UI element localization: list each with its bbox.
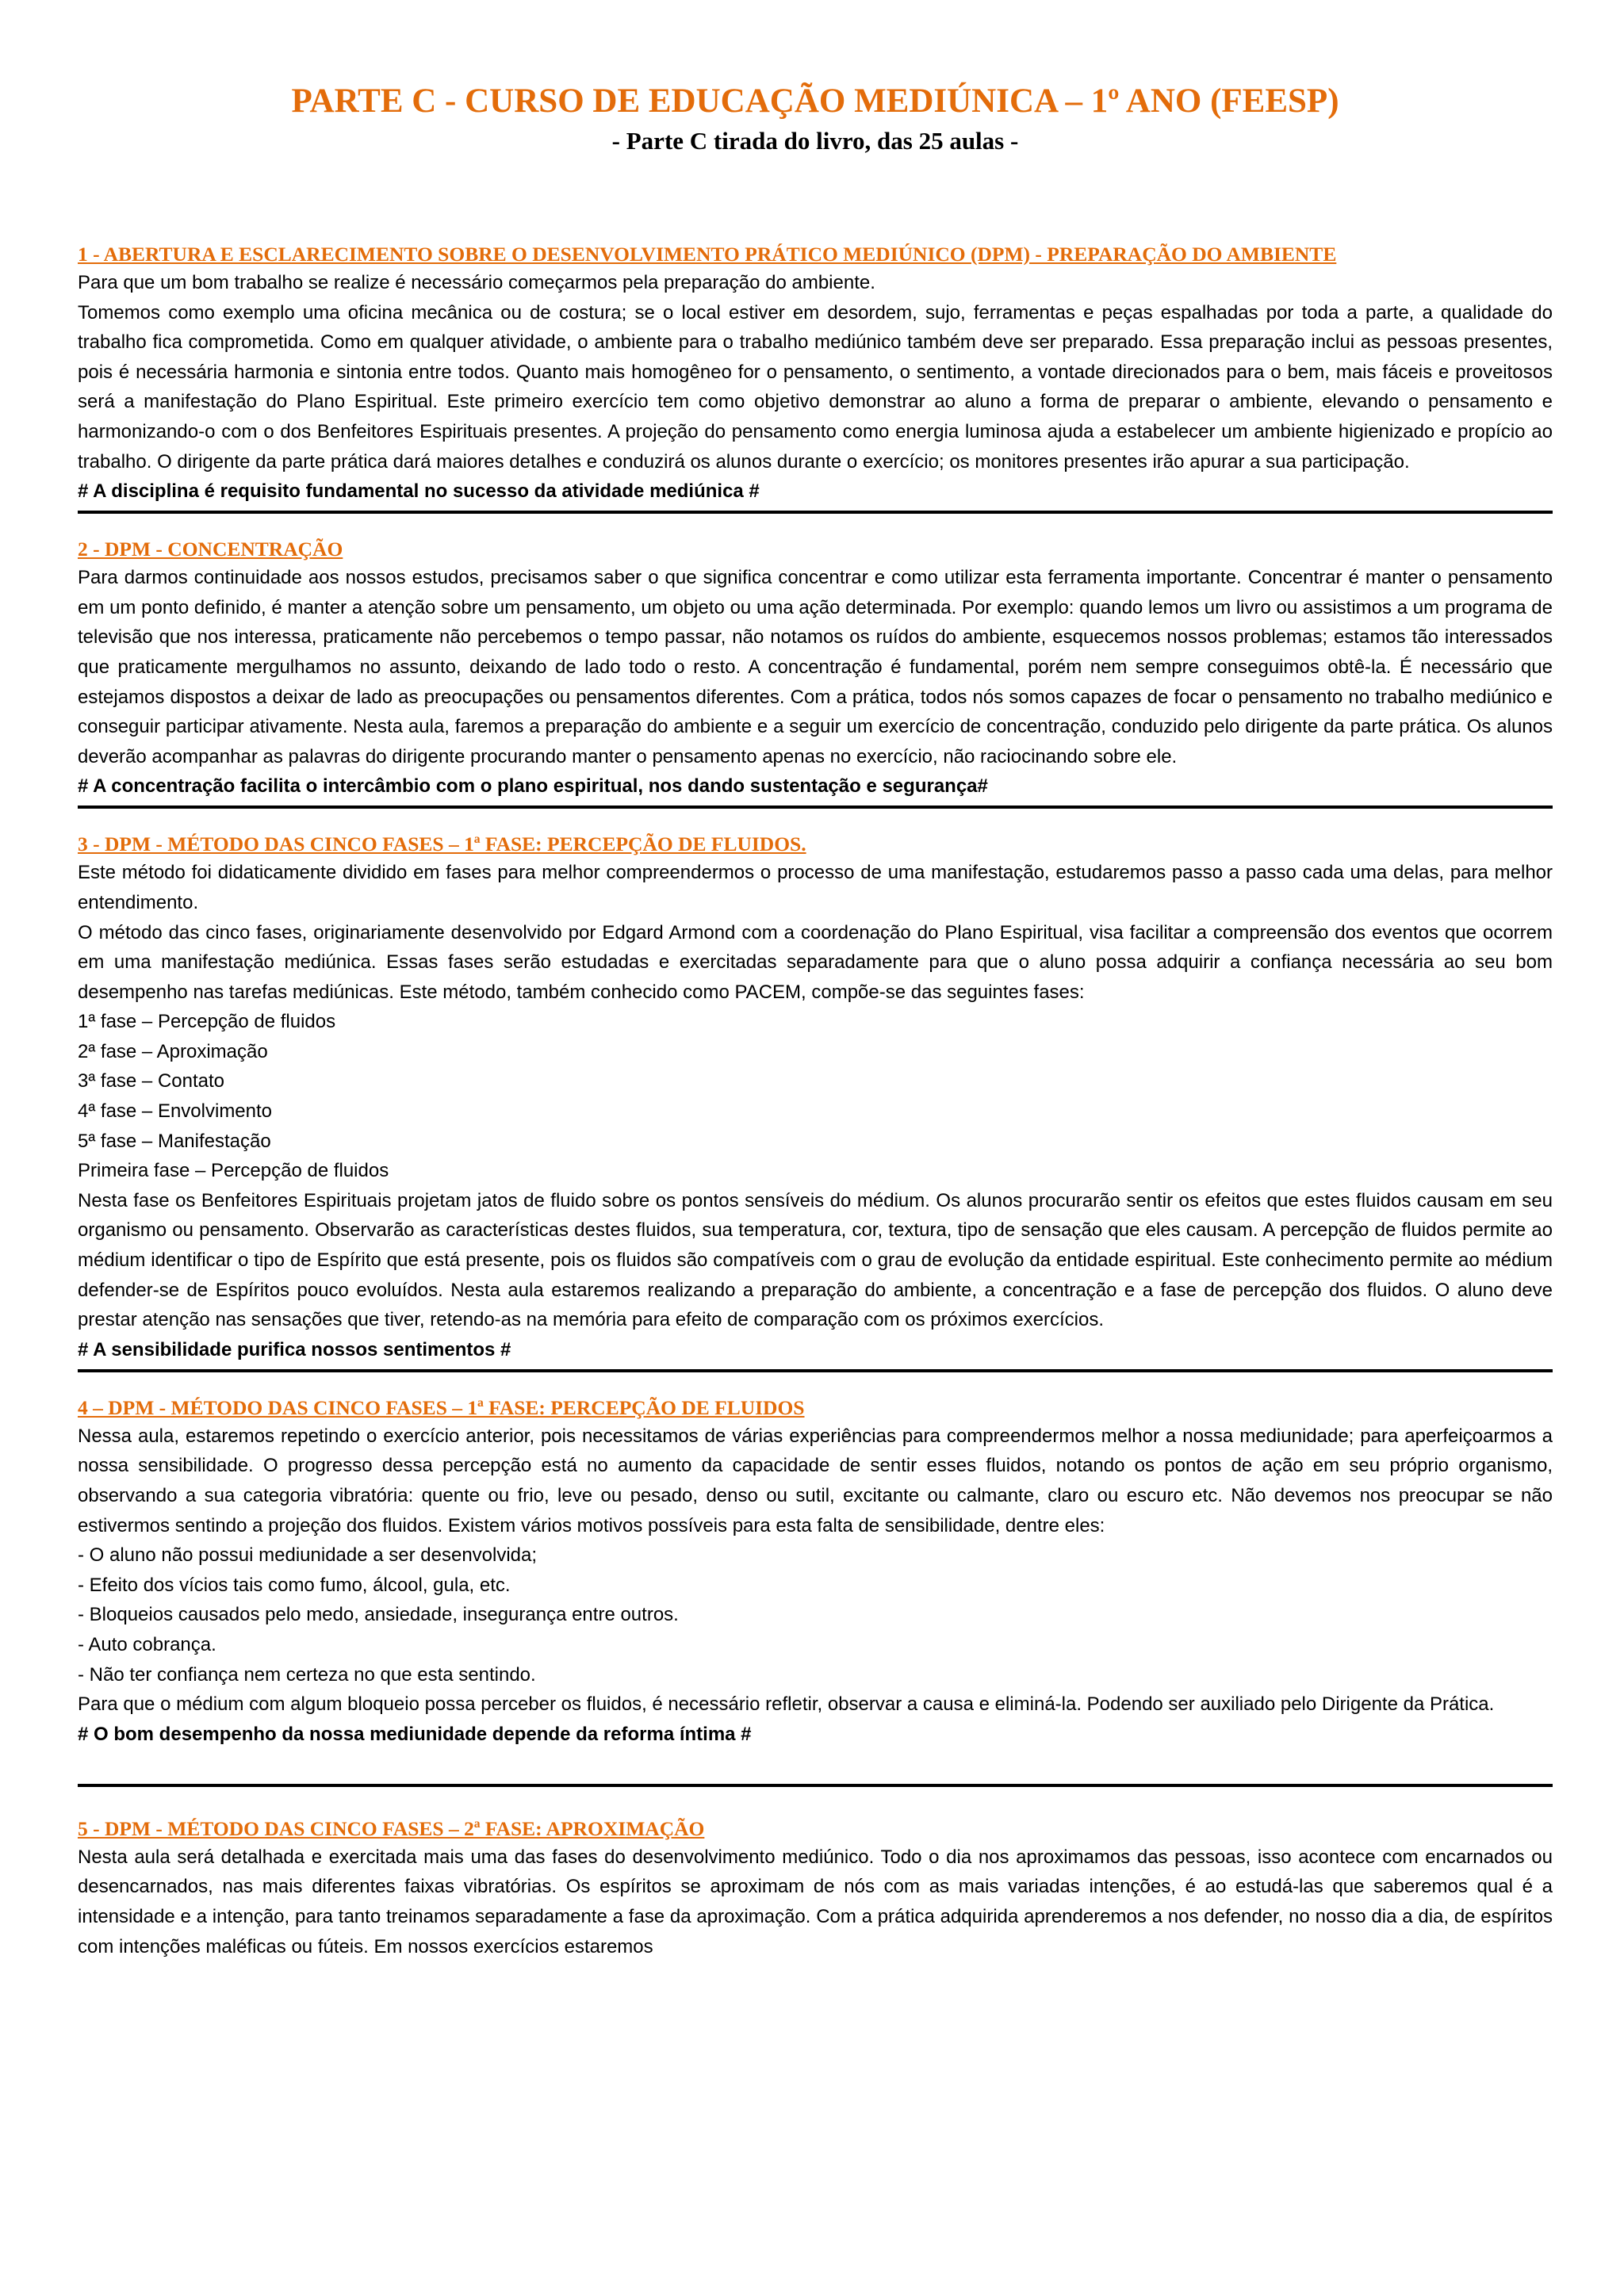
section-motto: # A concentração facilita o intercâmbio com o plano espiritual, nos dando sustentação e segurança# bbox=[78, 775, 988, 798]
section-body bbox=[78, 858, 1553, 1335]
document-page bbox=[78, 79, 1553, 1961]
reason-list bbox=[78, 1540, 1553, 1689]
paragraph: O método das cinco fases, originariamente desenvolvido por Edgard Armond com a coordenação do Plano Espiritual, visa facilitar a compreensão dos eventos que ocorrem em uma manifestação mediúnica. Essas fases serão estudadas e exercitadas separadamente para que o aluno possa adquirir a confiança necessária ao seu bom desempenho nas tarefas mediúnicas. Este método, também conhecido como PACEM, compõe-se das seguintes fases: bbox=[78, 921, 1553, 1003]
section-divider bbox=[78, 1369, 1553, 1372]
section-motto: # A sensibilidade purifica nossos sentimentos # bbox=[78, 1338, 511, 1360]
section-heading: 3 - DPM - MÉTODO DAS CINCO FASES – 1ª FASE: PERCEPÇÃO DE FLUIDOS. bbox=[78, 832, 806, 856]
list-item: 1ª fase – Percepção de fluidos bbox=[78, 1011, 336, 1033]
section-body bbox=[78, 1843, 1553, 1961]
paragraph: Para darmos continuidade aos nossos estudos, precisamos saber o que significa concentrar e como utilizar esta ferramenta importante. Concentrar é manter o pensamento em um ponto definido, é manter a atenção sobre um pensamento, um objeto ou uma ação determinada. Por exemplo: quando lemos um livro ou assistimos a um programa de televisão que nos interessa, praticamente não percebemos o tempo passar, não notamos os ruídos do ambiente, esquecemos nossos problemas; estamos tão interessados que praticamente mergulhamos no assunto, deixando de lado todo o resto. A concentração é fundamental, porém nem sempre conseguimos obtê-la. É necessário que estejamos dispostos a deixar de lado as preocupações ou pensamentos diferentes. Com a prática, todos nós somos capazes de focar o pensamento no trabalho mediúnico e conseguir participar ativamente. Nesta aula, faremos a preparação do ambiente e a seguir um exercício de concentração, conduzido pelo dirigente da parte prática. Os alunos deverão acompanhar as palavras do dirigente procurando manter o pensamento apenas no exercício, não raciocinando sobre ele. bbox=[78, 567, 1553, 767]
section-3 bbox=[78, 831, 1553, 1372]
paragraph: Nesta aula será detalhada e exercitada mais uma das fases do desenvolvimento mediúnico. Todo o dia nos aproximamos das pessoas, isso acontece com encarnados ou desencarnados, nas mais diferentes faixas vibratórias. Os espíritos se aproximam de nós com as mais variadas intenções, é ao estudá-las que saberemos qual é a intensidade e a intenção, para tanto treinamos separadamente a fase da aproximação. Com a prática adquirida aprenderemos a nos defender, no nosso dia a dia, de espíritos com intenções maléficas ou fúteis. Em nossos exercícios estaremos bbox=[78, 1846, 1553, 1957]
list-item: 2ª fase – Aproximação bbox=[78, 1040, 268, 1062]
section-heading: 4 – DPM - MÉTODO DAS CINCO FASES – 1ª FASE: PERCEPÇÃO DE FLUIDOS bbox=[78, 1395, 805, 1419]
section-heading: 5 - DPM - MÉTODO DAS CINCO FASES – 2ª FASE: APROXIMAÇÃO bbox=[78, 1816, 705, 1840]
paragraph: Tomemos como exemplo uma oficina mecânica ou de costura; se o local estiver em desordem, sujo, ferramentas e peças espalhadas por toda a parte, a qualidade do trabalho fica comprometida. Como em qualquer atividade, o ambiente para o trabalho mediúnico também deve ser preparado. Essa preparação inclui as pessoas presentes, pois é necessária harmonia e sintonia entre todos. Quanto mais homogêneo for o pensamento, o sentimento, a vontade direcionados para o bem, mais fáceis e proveitosos será a manifestação do Plano Espiritual. Este primeiro exercício tem como objetivo demonstrar ao aluno a forma de preparar o ambiente, elevando o pensamento e harmonizando-o com o dos Benfeitores Espirituais presentes. A projeção do pensamento como energia luminosa ajuda a estabelecer um ambiente higienizado e propício ao trabalho. O dirigente da parte prática dará maiores detalhes e conduzirá os alunos durante o exercício; os monitores presentes irão apurar a sua participação. bbox=[78, 301, 1553, 473]
page-subtitle: - Parte C tirada do livro, das 25 aulas - bbox=[611, 127, 1019, 155]
section-5 bbox=[78, 1816, 1553, 1961]
list-item: - Auto cobrança. bbox=[78, 1633, 216, 1655]
page-title: PARTE C - CURSO DE EDUCAÇÃO MEDIÚNICA – 1º ANO (FEESP) bbox=[291, 82, 1339, 120]
section-divider bbox=[78, 511, 1553, 514]
list-item: - Não ter confiança nem certeza no que esta sentindo. bbox=[78, 1663, 536, 1686]
list-item: - O aluno não possui mediunidade a ser desenvolvida; bbox=[78, 1544, 538, 1567]
list-item: 3ª fase – Contato bbox=[78, 1070, 225, 1093]
section-heading: 2 - DPM - CONCENTRAÇÃO bbox=[78, 538, 343, 561]
section-2 bbox=[78, 536, 1553, 809]
list-item: Primeira fase – Percepção de fluidos bbox=[78, 1160, 389, 1182]
paragraph: Nesta fase os Benfeitores Espirituais projetam jatos de fluido sobre os pontos sensíveis do médium. Os alunos procurarão sentir os efeitos que estes fluidos causam em seu organismo ou pensamento. Observarão as características destes fluidos, sua temperatura, cor, textura, tipo de sensação que eles causam. A percepção de fluidos permite ao médium identificar o tipo de Espírito que está presente, pois os fluidos são compatíveis com o grau de evolução da entidade espiritual. Este conhecimento permite ao médium defender-se de Espíritos pouco evoluídos. Nesta aula estaremos realizando a preparação do ambiente, a concentração e a fase de percepção dos fluidos. O aluno deve prestar atenção nas sensações que tiver, retendo-as na memória para efeito de comparação com os próximos exercícios. bbox=[78, 1189, 1553, 1331]
section-body bbox=[78, 268, 1553, 476]
section-body bbox=[78, 1422, 1553, 1720]
paragraph: Este método foi didaticamente dividido em fases para melhor compreendermos o processo de uma manifestação, estudaremos passo a passo cada uma delas, para melhor entendimento. bbox=[78, 862, 1553, 913]
list-item: - Bloqueios causados pelo medo, ansiedade, insegurança entre outros. bbox=[78, 1604, 679, 1626]
section-heading: 1 - ABERTURA E ESCLARECIMENTO SOBRE O DESENVOLVIMENTO PRÁTICO MEDIÚNICO (DPM) - PREPARAÇÃO DO AMBIENTE bbox=[78, 243, 1337, 266]
list-item: - Efeito dos vícios tais como fumo, álcool, gula, etc. bbox=[78, 1574, 511, 1596]
paragraph: Nessa aula, estaremos repetindo o exercício anterior, pois necessitamos de várias experiências para compreendermos melhor a nossa mediunidade; para aperfeiçoarmos a nossa sensibilidade. O progresso dessa percepção está no aumento da capacidade de sentir esses fluidos, notando os pontos de ação em seu próprio organismo, observando a sua categoria vibratória: quente ou frio, leve ou pesado, denso ou sutil, excitante ou calmante, claro ou escuro etc. Não devemos nos preocupar se não estivermos sentindo a projeção dos fluidos. Existem vários motivos possíveis para esta falta de sensibilidade, dentre eles: bbox=[78, 1425, 1553, 1536]
section-body bbox=[78, 563, 1553, 771]
paragraph: Para que um bom trabalho se realize é necessário começarmos pela preparação do ambiente. bbox=[78, 272, 875, 293]
list-item: 4ª fase – Envolvimento bbox=[78, 1100, 273, 1123]
list-item: 5ª fase – Manifestação bbox=[78, 1130, 271, 1152]
paragraph: Para que o médium com algum bloqueio possa perceber os fluidos, é necessário refletir, observar a causa e eliminá-la. Podendo ser auxiliado pelo Dirigente da Prática. bbox=[78, 1693, 1495, 1716]
section-divider bbox=[78, 1784, 1553, 1787]
section-motto: # O bom desempenho da nossa mediunidade depende da reforma íntima # bbox=[78, 1723, 752, 1745]
section-divider bbox=[78, 806, 1553, 809]
section-1 bbox=[78, 241, 1553, 514]
section-4 bbox=[78, 1395, 1553, 1787]
section-motto: # A disciplina é requisito fundamental no sucesso da atividade mediúnica # bbox=[78, 480, 760, 503]
phase-list bbox=[78, 1007, 1553, 1186]
